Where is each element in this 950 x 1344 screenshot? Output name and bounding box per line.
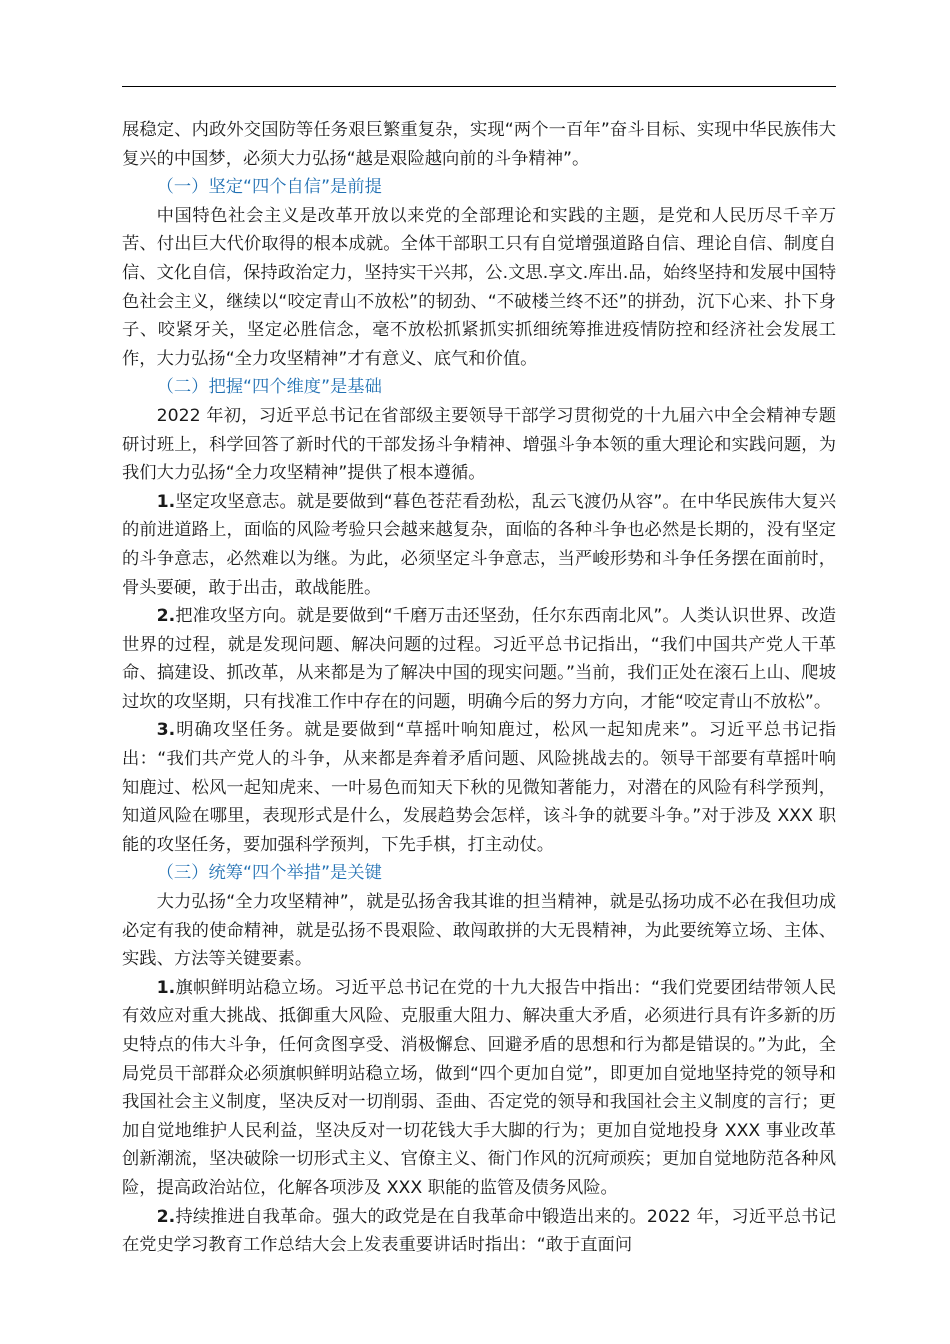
- paragraph-four-measures: 大力弘扬“全力攻坚精神”，就是弘扬舍我其谁的担当精神，就是弘扬功成不必在我但功成必定有我的使命精神，就是弘扬不畏艰险、敢闯敢拼的大无畏精神，为此要统筹立场、主体、实践、方法等关键要素。: [122, 892, 836, 970]
- list-number: 1.: [156, 977, 176, 998]
- list-item-stance: [122, 974, 836, 1203]
- list-item-text: 把准攻坚方向。就是要做到“千磨万击还坚劲，任尔东西南北风”。人类认识世界、改造世界的过程，就是发现问题、解决问题的过程。习近平总书记指出，“我们中国共产党人干革命、搞建设、抓改革，从来都是为了解决中国的现实问题。”当前，我们正处在滚石上山、爬坡过坎的攻坚期，只有找准工作中存在的问题，明确今后的努力方向，才能“咬定青山不放松”。: [122, 606, 836, 712]
- list-number: 3.: [156, 720, 176, 741]
- paragraph-intro-continuation: 展稳定、内政外交国防等任务艰巨繁重复杂，实现“两个一百年”奋斗目标、实现中华民族伟大复兴的中国梦，必须大力弘扬“越是艰险越向前的斗争精神”。: [122, 120, 836, 169]
- document-body: [122, 116, 836, 1260]
- section-heading-1: （一）坚定“四个自信”是前提: [156, 177, 382, 198]
- list-item-will: [122, 488, 836, 602]
- list-item-text: 坚定攻坚意志。就是要做到“暮色苍茫看劲松，乱云飞渡仍从容”。在中华民族伟大复兴的前进道路上，面临的风险考验只会越来越复杂，面临的各种斗争也必然是长期的，没有坚定的斗争意志，必然难以为继。为此，必须坚定斗争意志，当严峻形势和斗争任务摆在面前时，骨头要硬，敢于出击，敢战能胜。: [122, 491, 836, 598]
- list-item-self-revolution: [122, 1203, 836, 1260]
- list-item-text: 明确攻坚任务。就是要做到“草摇叶响知鹿过，松风一起知虎来”。习近平总书记指出：“我们共产党人的斗争，从来都是奔着矛盾问题、风险挑战去的。领导干部要有草摇叶响知鹿过、松风一起知虎来、一叶易色而知天下秋的见微知著能力，对潜在的风险有科学预判，知道风险在哪里，表现形式是什么，发展趋势会怎样，该斗争的就要斗争。”对于涉及 XXX 职能的攻坚任务，要加强科学预判，下先手棋，打主动仗。: [122, 720, 836, 855]
- list-number: 2.: [156, 1206, 176, 1227]
- list-item-tasks: [122, 716, 836, 859]
- paragraph-four-confidences: 中国特色社会主义是改革开放以来党的全部理论和实践的主题，是党和人民历尽千辛万苦、付出巨大代价取得的根本成就。全体干部职工只有自觉增强道路自信、理论自信、制度自信、文化自信，保持政治定力，坚持实干兴邦，公.文思.享文.库出.品，始终坚持和发展中国特色社会主义，继续以“咬定青山不放松”的韧劲、“不破楼兰终不还”的拼劲，沉下心来、扑下身子、咬紧牙关，坚定必胜信念，毫不放松抓紧抓实抓细统筹推进疫情防控和经济社会发展工作，大力弘扬“全力攻坚精神”才有意义、底气和价值。: [122, 205, 836, 369]
- list-number: 1.: [156, 491, 176, 512]
- section-heading-3: （三）统筹“四个举措”是关键: [156, 863, 382, 884]
- paragraph-four-dimensions: 2022 年初，习近平总书记在省部级主要领导干部学习贯彻党的十九届六中全会精神专题研讨班上，科学回答了新时代的干部发扬斗争精神、增强斗争本领的重大理论和实践问题，为我们大力弘扬“全力攻坚精神”提供了根本遵循。: [122, 405, 836, 484]
- list-item-direction: [122, 602, 836, 716]
- list-item-text: 持续推进自我革命。强大的政党是在自我革命中锻造出来的。2022 年，习近平总书记在党史学习教育工作总结大会上发表重要讲话时指出：“敢于直面问: [122, 1206, 836, 1256]
- header-rule: [122, 86, 836, 87]
- list-number: 2.: [156, 606, 176, 627]
- list-item-text: 旗帜鲜明站稳立场。习近平总书记在党的十九大报告中指出：“我们党要团结带领人民有效应对重大挑战、抵御重大风险、克服重大阻力、解决重大矛盾，必须进行具有许多新的历史特点的伟大斗争，任何贪图享受、消极懈怠、回避矛盾的思想和行为都是错误的。”为此，全局党员干部群众必须旗帜鲜明站稳立场，做到“四个更加自觉”，即更加自觉地坚持党的领导和我国社会主义制度，坚决反对一切削弱、歪曲、否定党的领导和我国社会主义制度的言行；更加自觉地维护人民利益，坚决反对一切花钱大手大脚的行为；更加自觉地投身 XXX 事业改革创新潮流，坚决破除一切形式主义、官僚主义、衙门作风的沉疴顽疾；更加自觉地防范各种风险，提高政治站位，化解各项涉及 XXX 职能的监管及债务风险。: [122, 977, 836, 1198]
- section-heading-2: （二）把握“四个维度”是基础: [156, 377, 382, 398]
